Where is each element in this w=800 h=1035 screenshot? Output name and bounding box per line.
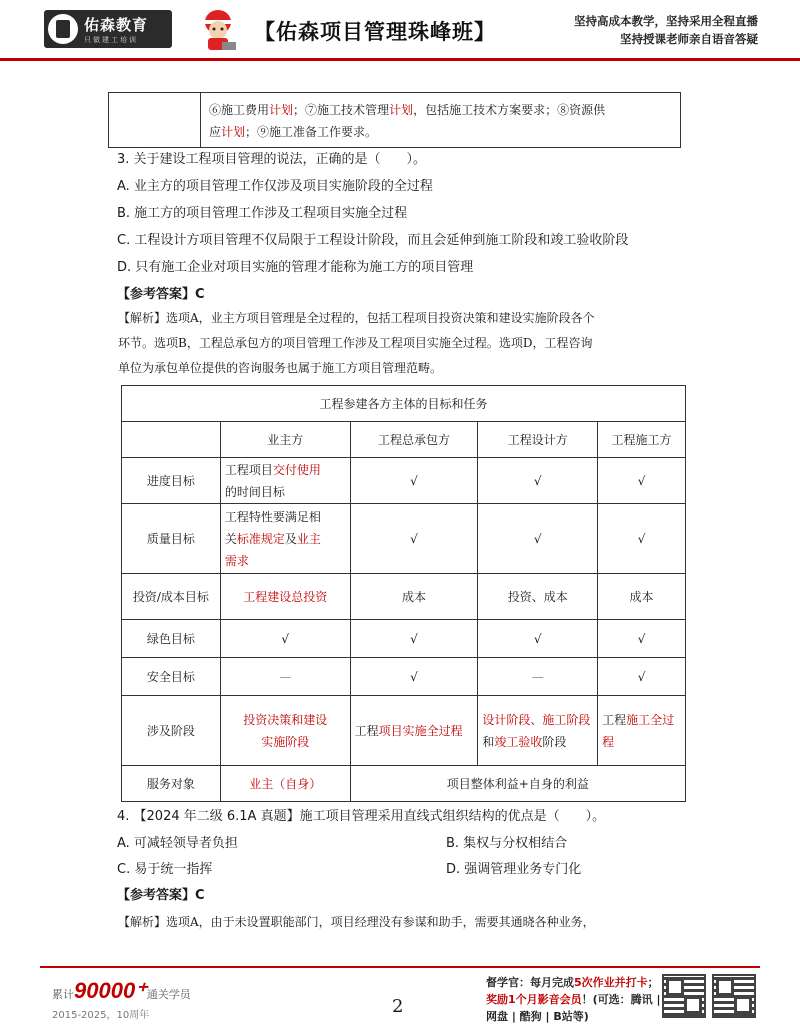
- brand-logo: [44, 10, 172, 48]
- table-header-epc: 工程总承包方: [350, 422, 478, 458]
- highlight-text: 计划: [389, 103, 414, 117]
- count-suffix: 通关学员: [146, 988, 191, 1001]
- text: 和: [482, 734, 495, 749]
- question-4-option-c: C. 易于统一指挥: [117, 862, 213, 877]
- question-4-option-b: B. 集权与分权相结合: [446, 836, 568, 851]
- question-3-stem: 3. 关于建设工程项目管理的说法，正确的是（ ）。: [117, 152, 427, 167]
- footer-years: 2015-2025，10周年: [52, 1010, 150, 1021]
- schedule-owner-cell: [220, 458, 350, 504]
- highlight-text: 计划: [221, 125, 246, 139]
- highlight-text: 施工阶段: [542, 712, 591, 727]
- dash-mark: —: [220, 658, 350, 696]
- footer-stats: [52, 978, 191, 1021]
- qr-code-icon: [712, 974, 756, 1018]
- question-4-answer: 【参考答案】C: [117, 888, 205, 903]
- check-mark: √: [598, 458, 686, 504]
- service-owner-cell: [220, 766, 350, 802]
- highlight-text: 业主: [296, 531, 321, 546]
- highlight-text: 竣工验收: [494, 734, 543, 749]
- analysis-line: 【解析】选项A，业主方项目管理是全过程的，包括工程项目投资决策和建设实施阶段各个: [118, 311, 595, 325]
- cost-epc-cell: 成本: [350, 574, 478, 620]
- question-3-answer: 【参考答案】C: [117, 287, 205, 302]
- highlight-text: （自身）: [273, 776, 322, 791]
- slogan-line-2: 坚持授课老师亲自语音答疑: [620, 32, 758, 46]
- table-corner-cell: [122, 422, 221, 458]
- continued-table-content-cell: [201, 93, 680, 147]
- highlight-text: 交付使用: [272, 462, 321, 477]
- logo-subtext: 只做建工培训: [84, 35, 138, 44]
- row-label-quality: 质量目标: [122, 504, 221, 574]
- question-4-stem: 4. 【2024 年二级 6.1A 真题】施工项目管理采用直线式组织结构的优点是（ ）。: [117, 809, 606, 824]
- text: 阶段: [542, 734, 567, 749]
- text: ；⑦施工技术管理: [293, 103, 390, 117]
- count-prefix: 累计: [52, 988, 74, 1001]
- highlight-text: 5次作业并打卡: [574, 976, 648, 989]
- text: ；: [647, 976, 659, 989]
- text: ！(可选：腾讯 |: [581, 993, 661, 1006]
- highlight-text: 计划: [269, 103, 294, 117]
- text: ；⑨施工准备工作要求。: [245, 125, 378, 139]
- dash-mark: —: [478, 658, 598, 696]
- question-3-analysis: [118, 306, 686, 381]
- count-value: 90000⁺: [74, 978, 147, 1003]
- check-mark: √: [598, 504, 686, 574]
- header-divider: [0, 58, 800, 61]
- highlight-text: 设计阶段、: [482, 712, 543, 727]
- check-mark: √: [350, 620, 478, 658]
- row-label-safety: 安全目标: [122, 658, 221, 696]
- table-header-construction: 工程施工方: [598, 422, 686, 458]
- table-header-design: 工程设计方: [478, 422, 598, 458]
- analysis-line: 单位为承包单位提供的咨询服务也属于施工方项目管理范畴。: [118, 361, 443, 375]
- page-number: 2: [392, 996, 404, 1017]
- question-3-option-a: A. 业主方的项目管理工作仅涉及项目实施阶段的全过程: [117, 179, 433, 194]
- stage-epc-cell: [350, 696, 478, 766]
- page-header: [0, 0, 800, 62]
- header-slogan: [574, 12, 758, 48]
- highlight-text: 施工全过程: [602, 712, 675, 749]
- stage-construction-cell: [598, 696, 686, 766]
- row-label-stage: 涉及阶段: [122, 696, 221, 766]
- header-title: 【佑森项目管理珠峰班】: [254, 20, 496, 44]
- analysis-line: 【解析】选项A，由于未设置职能部门，项目经理没有参谋和助手，需要其通晓各种业务，: [118, 915, 595, 929]
- question-4-analysis: [118, 910, 686, 935]
- question-3-option-b: B. 施工方的项目管理工作涉及工程项目实施全过程: [117, 206, 408, 221]
- check-mark: √: [598, 658, 686, 696]
- highlight-text: 奖励1个月影音会员: [486, 993, 582, 1006]
- question-4-option-a: A. 可减轻领导者负担: [117, 836, 238, 851]
- text: 工程项目: [224, 462, 273, 477]
- stage-design-cell: [478, 696, 598, 766]
- quality-owner-cell: [220, 504, 350, 574]
- qr-code-icon: [662, 974, 706, 1018]
- table-title: 工程参建各方主体的目标和任务: [122, 386, 686, 422]
- slogan-line-1: 坚持高成本教学，坚持采用全程直播: [574, 14, 758, 28]
- stage-owner-cell: 投资决策和建设实施阶段: [220, 696, 350, 766]
- cost-design-cell: 投资、成本: [478, 574, 598, 620]
- question-4-option-d: D. 强调管理业务专门化: [446, 862, 582, 877]
- highlight-text: 项目实施全过程: [378, 723, 463, 738]
- question-3-option-c: C. 工程设计方项目管理不仅局限于工程设计阶段，而且会延伸到施工阶段和竣工验收阶段: [117, 233, 629, 248]
- footer-promo: [486, 974, 661, 1025]
- text: 的时间目标: [224, 484, 285, 499]
- cost-construction-cell: 成本: [598, 574, 686, 620]
- check-mark: √: [478, 620, 598, 658]
- check-mark: √: [478, 504, 598, 574]
- row-label-schedule: 进度目标: [122, 458, 221, 504]
- text: ，包括施工技术方案要求；⑧资源供: [413, 103, 606, 117]
- text: 应: [209, 125, 222, 139]
- footer-divider: [40, 966, 760, 968]
- row-label-service: 服务对象: [122, 766, 221, 802]
- text: 工程特性要满足相: [224, 509, 321, 524]
- logo-text: 佑森教育: [84, 15, 149, 34]
- check-mark: √: [350, 504, 478, 574]
- text: 关: [224, 531, 237, 546]
- text: 网盘 | 酷狗 | B站等): [486, 1010, 589, 1023]
- question-3-option-d: D. 只有施工企业对项目实施的管理才能称为施工方的项目管理: [117, 260, 474, 275]
- cost-owner-cell: 工程建设总投资: [220, 574, 350, 620]
- check-mark: √: [350, 658, 478, 696]
- continued-table-label-cell: [109, 93, 201, 147]
- mascot-icon: [196, 6, 240, 54]
- text: ⑥施工费用: [209, 103, 270, 117]
- service-others-cell: 项目整体利益+自身的利益: [350, 766, 685, 802]
- highlight-text: 需求: [224, 553, 249, 568]
- text: 工程: [354, 723, 379, 738]
- row-label-green: 绿色目标: [122, 620, 221, 658]
- highlight-text: 标准规定: [236, 531, 285, 546]
- text: 工程: [602, 712, 627, 727]
- goals-tasks-table: [121, 385, 686, 802]
- check-mark: √: [350, 458, 478, 504]
- check-mark: √: [478, 458, 598, 504]
- brand-logo-icon: [48, 14, 78, 44]
- highlight-text: 业主: [249, 776, 274, 791]
- table-header-owner: 业主方: [220, 422, 350, 458]
- check-mark: √: [598, 620, 686, 658]
- continued-table: [108, 92, 681, 148]
- text: 及: [284, 531, 297, 546]
- analysis-line: 环节。选项B，工程总承包方的项目管理工作涉及工程项目实施全过程。选项D，工程咨询: [118, 336, 593, 350]
- check-mark: √: [220, 620, 350, 658]
- row-label-cost: 投资/成本目标: [122, 574, 221, 620]
- text: 督学官：每月完成: [486, 976, 574, 989]
